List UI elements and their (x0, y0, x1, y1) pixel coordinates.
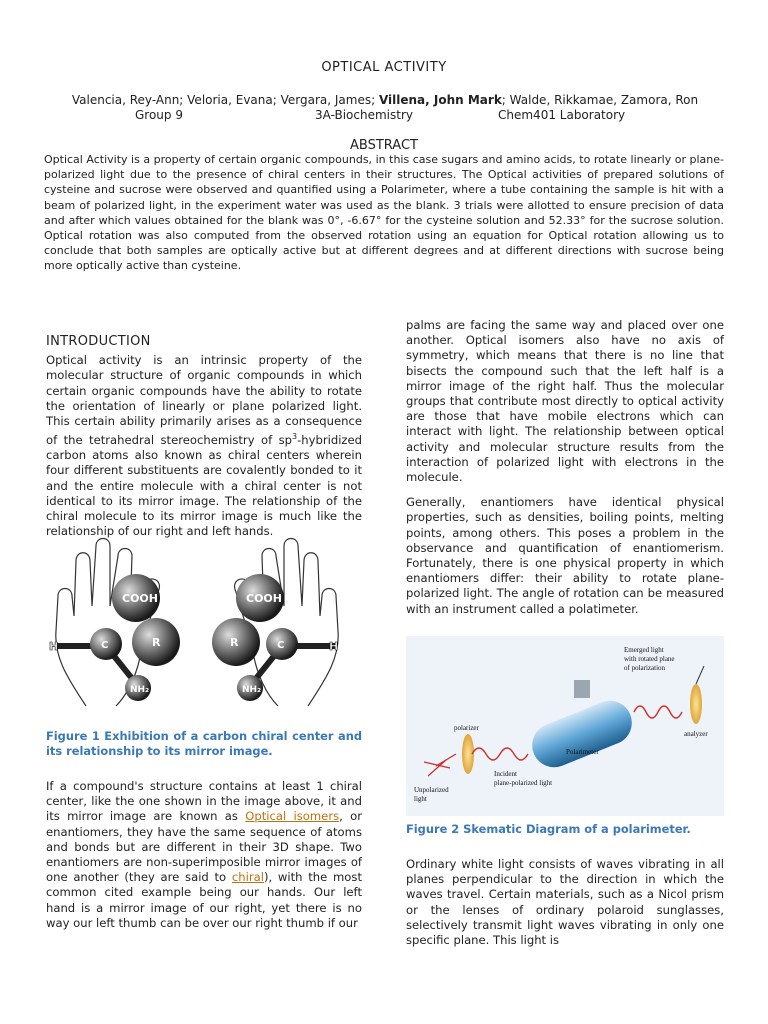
authors-before: Valencia, Rey-Ann; Veloria, Evana; Vergara, James; (71, 93, 379, 107)
label-polarizer: polarizer (454, 724, 479, 732)
intro-p2-b: , or enantiomers, they have the same sequence of atoms and bonds but are different in their 3D shape. Two enantiomers are non-superimposible mirror images of one another (they are said to (46, 809, 363, 885)
paper-title: OPTICAL ACTIVITY (321, 60, 447, 75)
author-list (40, 93, 730, 108)
left-column (46, 334, 362, 540)
abstract-heading: ABSTRACT (350, 138, 418, 153)
right-paragraph-2: Generally, enantiomers have identical physical properties, such as densities, boiling points, melting points, among others. This poses a problem in the observance and quantification of enantiomerism. Fortunately, there is one physical property in which enantiomers differ: their ability to rotate plane-polarized light. The angle of rotation can be measured with an instrument called a polatimeter. (406, 495, 724, 616)
chiral-link[interactable]: chiral (231, 870, 264, 885)
left-column-lower (46, 729, 362, 931)
abstract-text: Optical Activity is a property of certain organic compounds, in this case sugars and amino acids, to rotate linearly or plane-polarized light due to the presence of chiral centers in their structures. The Optical activities of prepared solutions of cysteine and sucrose were observed and quantified using a Polarimeter, where a tube containing the sample is hit with a beam of polarized light, in the experiment water was used as the blank. 3 trials were allotted to ensure precision of data and after which values obtained for the blank was 0°, -6.67° for the cysteine solution and 52.33° for the sucrose solution. Optical rotation was also computed from the observed rotation using an equation for Optical rotation allowing us to conclude that both samples are optically active but at different degrees and at different directions with sucrose being more optically active than cysteine. (44, 153, 724, 273)
authors-bold: Villena, John Mark (378, 93, 502, 107)
section-label: 3A-Biochemistry (315, 108, 413, 122)
right-paragraph-1: palms are facing the same way and placed over one another. Optical isomers also have no axis of symmetry, which means that there is no line that bisects the compound such that the left half is a mirror image of the right half. Thus the molecular groups that contribute most directly to optical activity are those that have mobile electrons which can interact with light. The relationship between optical activity and molecular structure results from the interaction of polarized light with electrons in the molecule. (406, 318, 724, 485)
intro-paragraph-1 (46, 353, 362, 539)
label-h: H (329, 640, 339, 653)
right-paragraph-3: Ordinary white light consists of waves vibrating in all planes perpendicular to the direction in which the waves travel. Certain materials, such as a Nicol prism or the lenses of ordinary polaroid sunglasses, selectively transmit light waves vibrating in only one specific plane. This light is (406, 857, 724, 948)
optical-isomers-link[interactable]: Optical isomers (245, 809, 340, 824)
right-column (406, 318, 724, 617)
left-molecule (49, 574, 180, 701)
label-nh2: NH₂ (130, 685, 150, 695)
label-nh2: NH₂ (242, 685, 262, 695)
label-c: C (277, 640, 285, 651)
label-h: H (49, 640, 59, 653)
figure-1-caption: Figure 1 Exhibition of a carbon chiral center and its relationship to its mirror image. (46, 729, 362, 758)
intro-p2-c: ), with the most common cited example being our hands. Our left hand is a mirror image of our right, yet there is no way our left thumb can be over our right thumb if our (46, 870, 362, 930)
intro-p1-b: -hybridized carbon atoms also known as chiral centers wherein four different substituents are covalently bonded to it and the entire molecule with a chiral center is not identical to its mirror image. The relationship of the chiral molecule to its mirror image is much like the relationship of our right and left hands. (46, 433, 362, 539)
label-emerged-light: Emerged light with rotated plane of polarization (624, 646, 675, 672)
intro-p2-a: If a compound's structure contains at least 1 chiral center, like the one shown in the image above, it and its mirror image are known as (46, 779, 362, 824)
intro-paragraph-2 (46, 779, 362, 931)
label-cooh: COOH (246, 592, 282, 605)
label-polarimeter: Polarimeter (566, 748, 599, 756)
label-r: R (230, 636, 239, 649)
right-column-lower (406, 822, 724, 948)
label-unpolarized-light: Unpolarized light (414, 786, 449, 803)
analyzer-disc (690, 684, 702, 724)
authors-after: ; Walde, Rikkamae, Zamora, Ron (501, 93, 699, 107)
label-analyzer: analyzer (684, 730, 708, 738)
label-c: C (101, 640, 109, 651)
figure-2-caption: Figure 2 Skematic Diagram of a polarimeter. (406, 822, 691, 836)
label-incident-light: Incident plane-polarized light (494, 770, 553, 787)
label-r: R (152, 636, 161, 649)
figure-1-chiral-hands (46, 536, 362, 712)
figure-2-polarimeter-diagram (406, 636, 724, 816)
intro-p1-sup: 3 (292, 432, 298, 442)
intro-p1-a: Optical activity is an intrinsic property of the molecular structure of organic compounds in which certain organic compounds have the ability to rotate the orientation of linearly or plane polarized light. This certain ability primarily arises as a consequence of the tetrahedral stereochemistry of sp (46, 353, 362, 448)
label-cooh: COOH (122, 592, 158, 605)
tube-cap (574, 680, 590, 698)
introduction-heading: INTRODUCTION (46, 334, 151, 349)
course-label: Chem401 Laboratory (498, 108, 626, 122)
group-label: Group 9 (135, 108, 183, 122)
